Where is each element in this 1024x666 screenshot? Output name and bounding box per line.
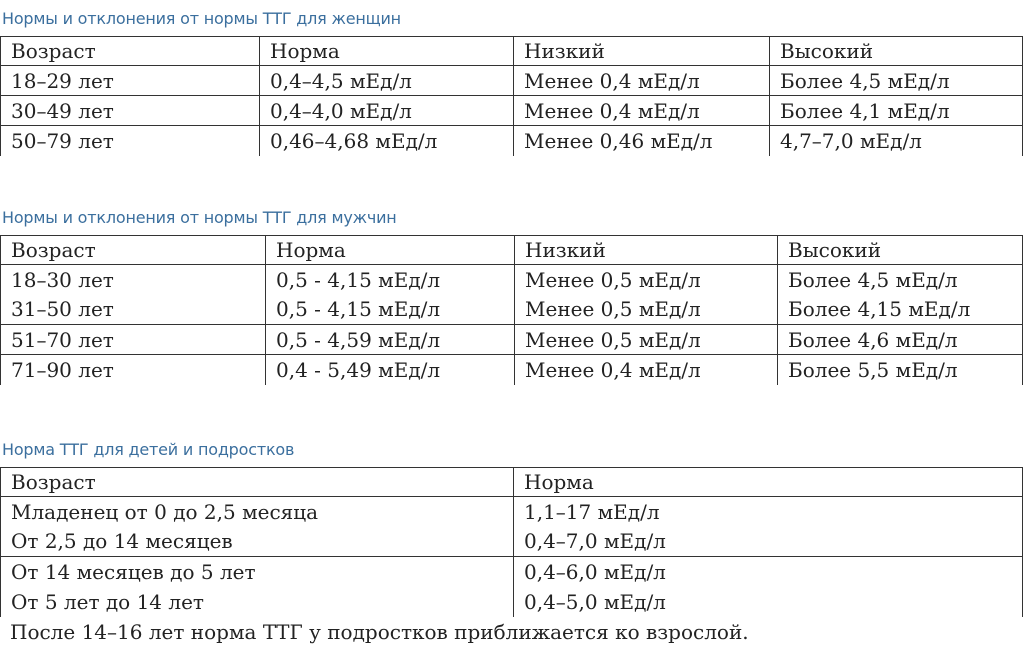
cell-high: Более 5,5 мЕд/л: [778, 355, 1023, 385]
footer-note: После 14–16 лет норма ТТГ у подростков приближается ко взрослой.: [10, 620, 749, 644]
table-row: [1, 497, 1023, 527]
table-row: [1, 527, 1023, 557]
cell-low: Менее 0,46 мЕд/л: [514, 126, 770, 156]
column-header-low: Низкий: [514, 37, 770, 66]
cell-low: Менее 0,5 мЕд/л: [515, 325, 778, 355]
cell-age: 18–29 лет: [1, 66, 260, 96]
table-row: [1, 325, 1023, 355]
cell-low: Менее 0,4 мЕд/л: [514, 96, 770, 126]
cell-norm: 0,46–4,68 мЕд/л: [260, 126, 514, 156]
cell-age: 71–90 лет: [1, 355, 266, 385]
table-row: [1, 587, 1023, 617]
children-tsh-table: [0, 467, 1023, 617]
women-tsh-table: [0, 36, 1023, 156]
cell-high: 4,7–7,0 мЕд/л: [770, 126, 1023, 156]
cell-norm: 0,5 - 4,59 мЕд/л: [266, 325, 515, 355]
table-row: [1, 295, 1023, 325]
cell-age: 31–50 лет: [1, 295, 266, 325]
table-row: [1, 355, 1023, 385]
cell-high: Более 4,6 мЕд/л: [778, 325, 1023, 355]
cell-norm: 0,4 - 5,49 мЕд/л: [266, 355, 515, 385]
cell-low: Менее 0,4 мЕд/л: [515, 355, 778, 385]
men-table-caption: Нормы и отклонения от нормы ТТГ для мужчин: [2, 208, 397, 227]
column-header-norm: Норма: [260, 37, 514, 66]
men-tsh-table: [0, 235, 1023, 385]
table-header-row: [1, 468, 1023, 497]
cell-norm: 0,4–7,0 мЕд/л: [514, 527, 1023, 557]
table-row: [1, 265, 1023, 295]
column-header-low: Низкий: [515, 236, 778, 265]
cell-norm: 0,4–5,0 мЕд/л: [514, 587, 1023, 617]
cell-norm: 1,1–17 мЕд/л: [514, 497, 1023, 527]
cell-norm: 0,5 - 4,15 мЕд/л: [266, 265, 515, 295]
cell-high: Более 4,15 мЕд/л: [778, 295, 1023, 325]
column-header-high: Высокий: [778, 236, 1023, 265]
column-header-age: Возраст: [1, 468, 514, 497]
table-row: [1, 126, 1023, 156]
cell-age: Младенец от 0 до 2,5 месяца: [1, 497, 514, 527]
table-row: [1, 66, 1023, 96]
table-header-row: [1, 37, 1023, 66]
cell-age: 18–30 лет: [1, 265, 266, 295]
children-table-caption: Норма ТТГ для детей и подростков: [2, 440, 295, 459]
table-row: [1, 96, 1023, 126]
column-header-high: Высокий: [770, 37, 1023, 66]
cell-age: От 2,5 до 14 месяцев: [1, 527, 514, 557]
table-header-row: [1, 236, 1023, 265]
cell-norm: 0,4–4,5 мЕд/л: [260, 66, 514, 96]
cell-high: Более 4,1 мЕд/л: [770, 96, 1023, 126]
cell-norm: 0,4–4,0 мЕд/л: [260, 96, 514, 126]
cell-high: Более 4,5 мЕд/л: [778, 265, 1023, 295]
column-header-age: Возраст: [1, 37, 260, 66]
cell-age: От 14 месяцев до 5 лет: [1, 557, 514, 587]
cell-low: Менее 0,5 мЕд/л: [515, 295, 778, 325]
cell-age: От 5 лет до 14 лет: [1, 587, 514, 617]
women-table-caption: Нормы и отклонения от нормы ТТГ для женщин: [2, 9, 401, 28]
cell-norm: 0,5 - 4,15 мЕд/л: [266, 295, 515, 325]
cell-norm: 0,4–6,0 мЕд/л: [514, 557, 1023, 587]
cell-low: Менее 0,4 мЕд/л: [514, 66, 770, 96]
column-header-norm: Норма: [514, 468, 1023, 497]
cell-age: 30–49 лет: [1, 96, 260, 126]
column-header-norm: Норма: [266, 236, 515, 265]
cell-low: Менее 0,5 мЕд/л: [515, 265, 778, 295]
cell-age: 50–79 лет: [1, 126, 260, 156]
column-header-age: Возраст: [1, 236, 266, 265]
cell-age: 51–70 лет: [1, 325, 266, 355]
table-row: [1, 557, 1023, 587]
cell-high: Более 4,5 мЕд/л: [770, 66, 1023, 96]
